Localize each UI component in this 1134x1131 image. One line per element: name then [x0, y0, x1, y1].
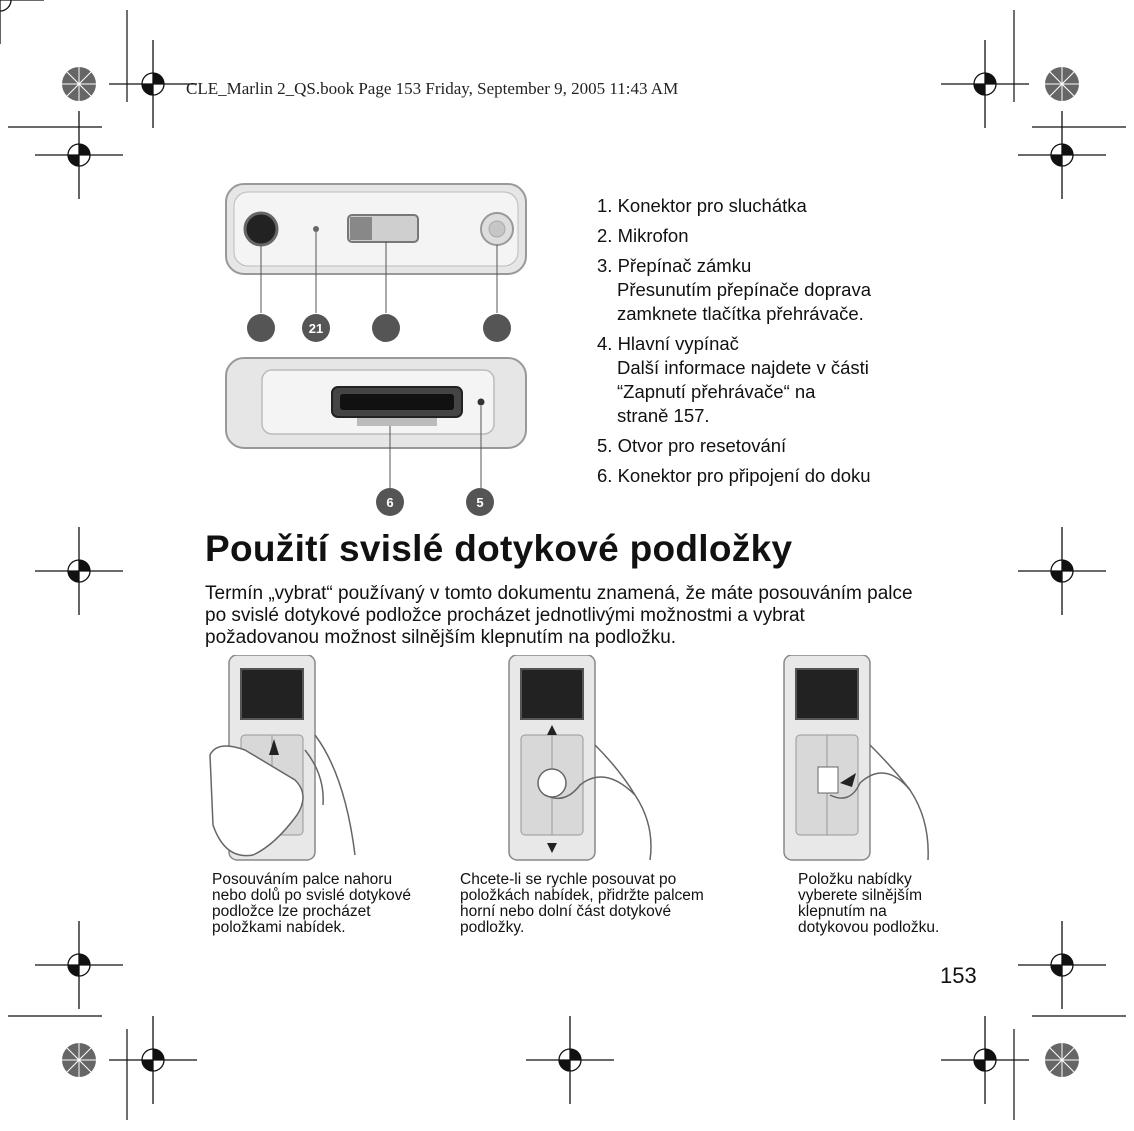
legend-item: 4. Hlavní vypínač Další informace najdete v části “Zapnutí přehrávače“ na straně 157. — [597, 333, 869, 426]
legend-item: 1. Konektor pro sluchátka — [597, 195, 807, 216]
caption-select: Položku nabídky vyberete silnějším klepnutím na dotykovou podložku. — [798, 871, 940, 936]
legend-item: 3. Přepínač zámku Přesunutím přepínače doprava zamknete tlačítka přehrávače. — [597, 255, 872, 324]
callout-label-5: 5 — [476, 495, 484, 510]
reset-hole — [478, 399, 485, 406]
scroll-illustration — [205, 655, 445, 870]
legend-item: 5. Otvor pro resetování — [597, 435, 787, 456]
caption-scroll: Posouváním palce nahoru nebo dolů po svislé dotykové podložce lze procházet položkami nabídek. — [212, 871, 412, 936]
caption-fast-scroll: Chcete-li se rychle posouvat po položkách nabídek, přidržte palcem horní nebo dolní část dotykové podložky. — [460, 871, 704, 936]
callout-label-6: 6 — [386, 495, 394, 510]
microphone-hole — [313, 226, 319, 232]
intro-paragraph: Termín „vybrat“ používaný v tomto dokumentu znamená, že máte posouváním palce po svislé dotykové podložce procházet jednotlivými možnostmi a vybrat požadovanou možnost silnějším klepnutím na podložku. — [205, 583, 913, 648]
page-number: 153 — [940, 963, 977, 988]
print-header: CLE_Marlin 2_QS.book Page 153 Friday, September 9, 2005 11:43 AM — [186, 79, 679, 98]
callout-label-21: 21 — [308, 321, 324, 336]
fast-scroll-illustration — [485, 655, 725, 870]
section-title: Použití svislé dotykové podložky — [205, 528, 793, 569]
legend-item: 6. Konektor pro připojení do doku — [597, 465, 871, 486]
headphone-jack — [245, 213, 277, 245]
legend-item: 2. Mikrofon — [597, 225, 689, 246]
device-diagram — [222, 180, 542, 520]
component-legend — [597, 194, 997, 494]
select-illustration — [760, 655, 1000, 870]
